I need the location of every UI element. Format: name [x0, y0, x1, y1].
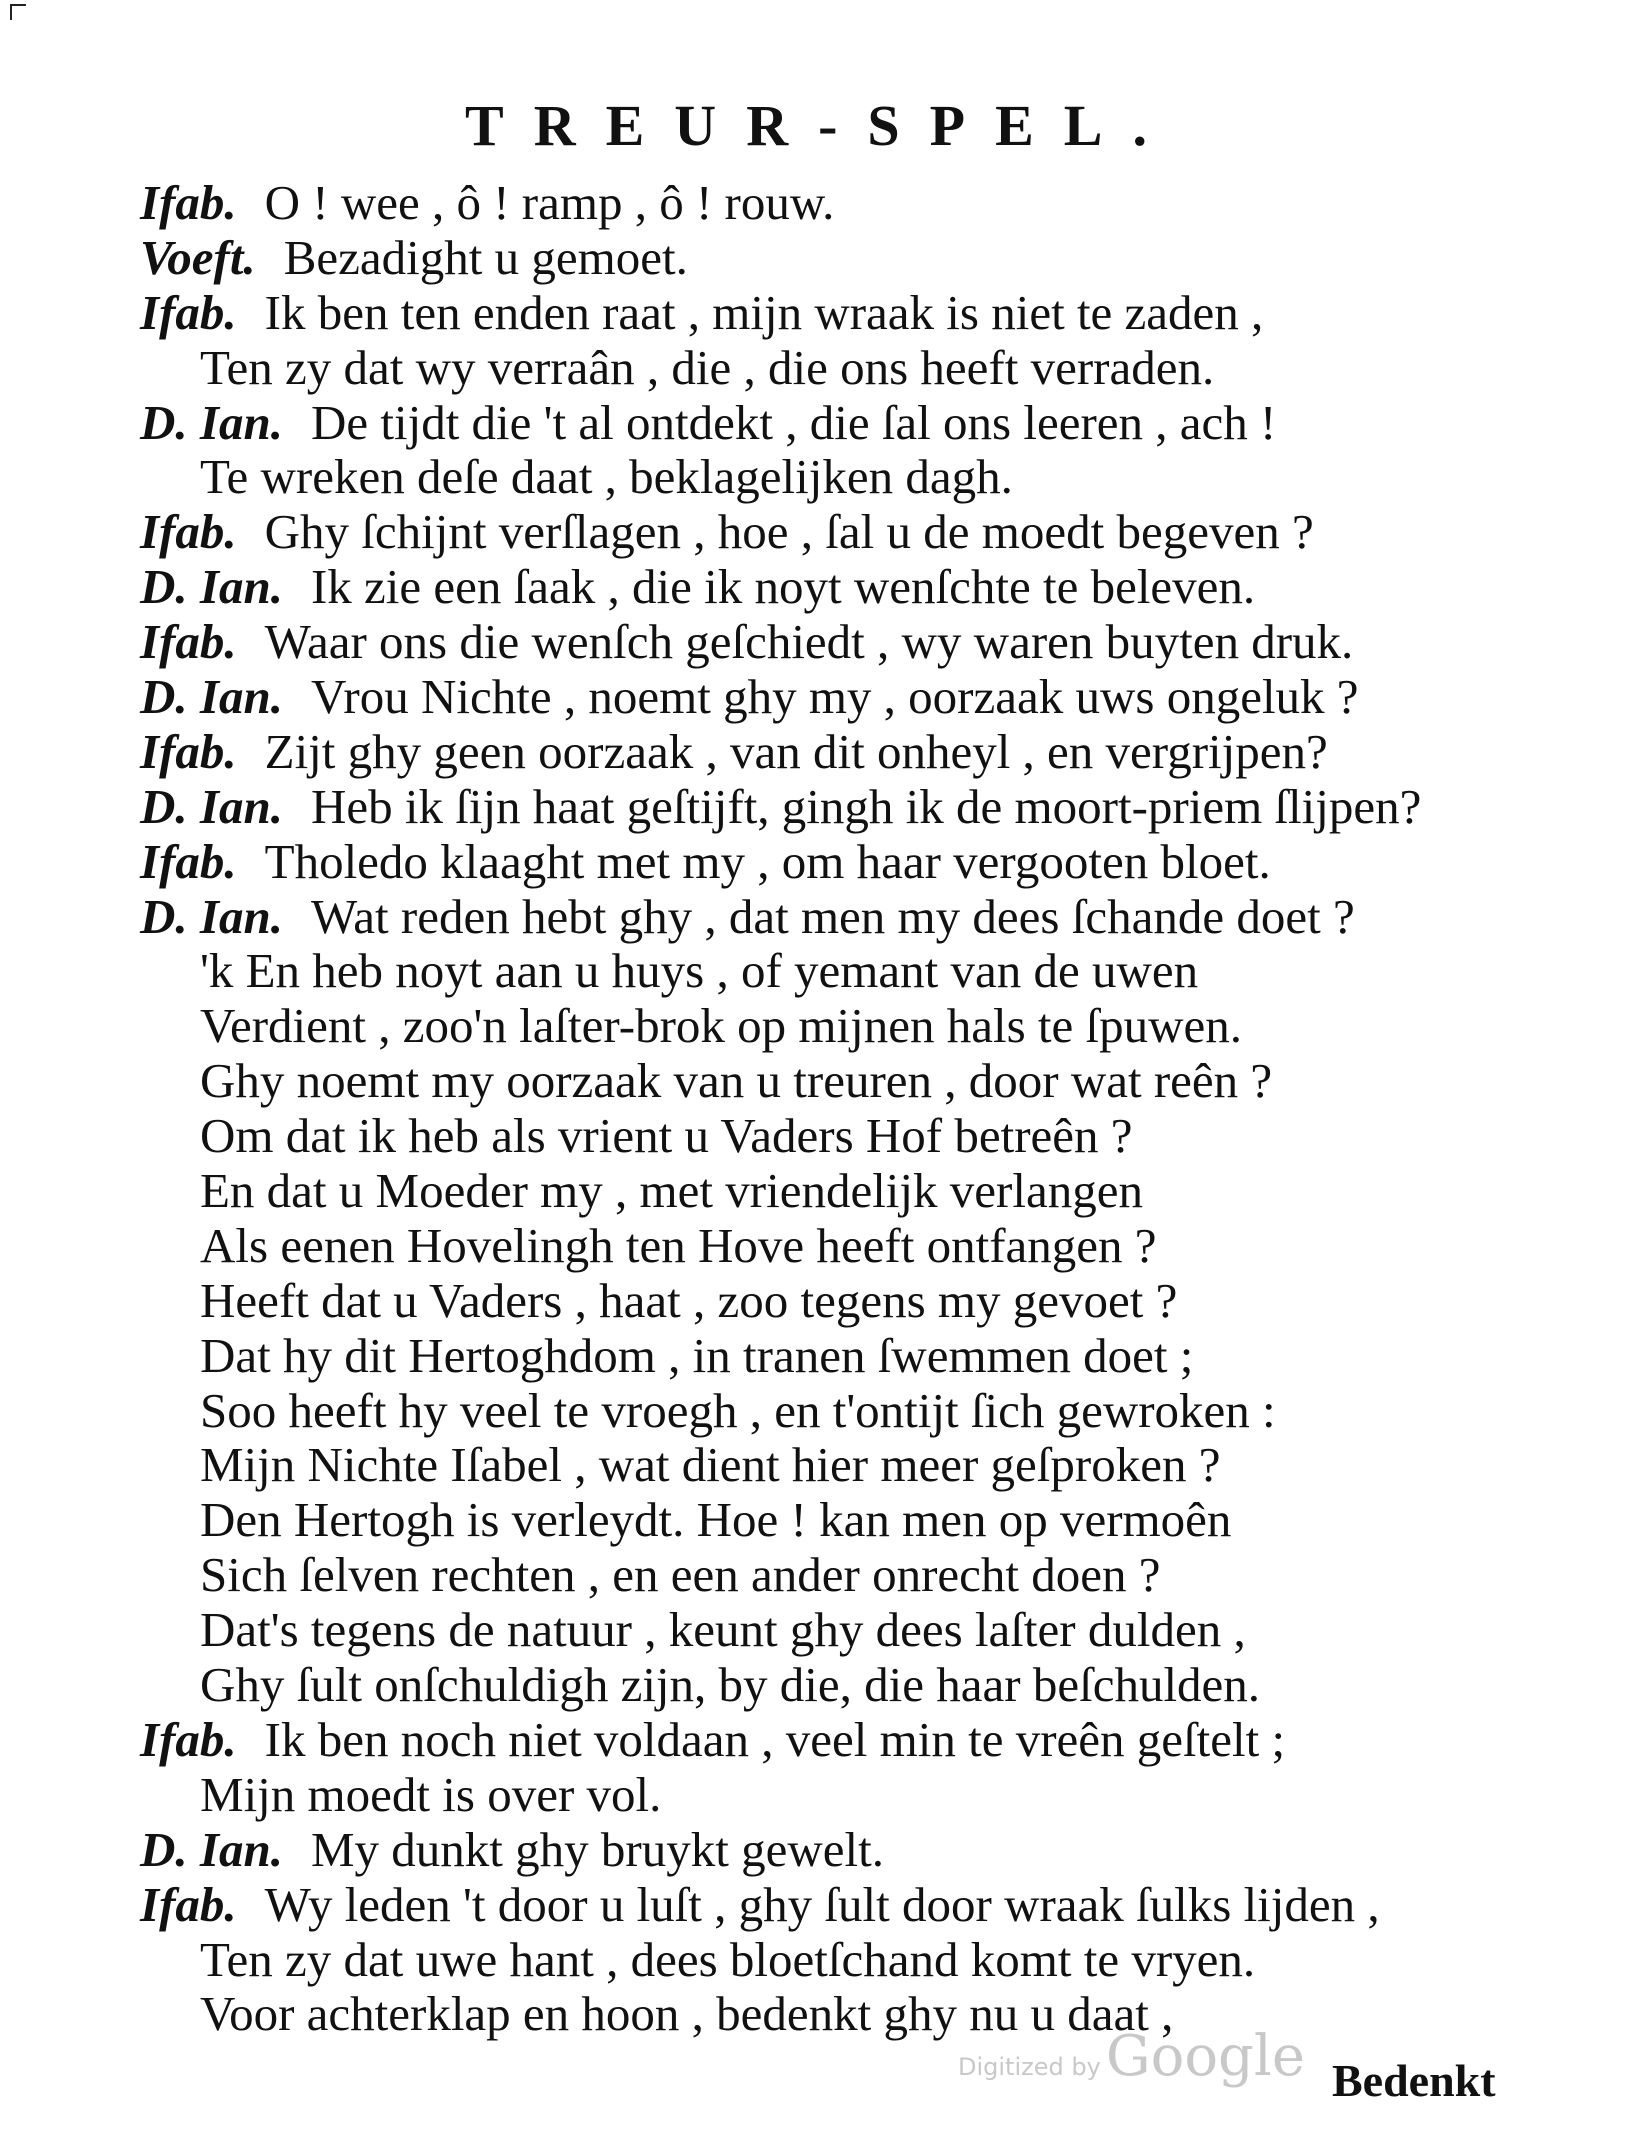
speaker-name: D. Ian.	[140, 559, 283, 615]
verse-text: Waar ons die wenſch geſchiedt , wy waren buyten druk.	[264, 614, 1354, 670]
verse-text: Mijn Nichte Iſabel , wat dient hier meer geſproken ?	[200, 1437, 1221, 1493]
verse-text: Wy leden 't door u luſt , ghy ſult door wraak ſulks lijden ,	[264, 1876, 1380, 1932]
verse-text: Bezadight u gemoet.	[283, 229, 688, 285]
verse-line	[140, 231, 1440, 286]
verse-text: Ik ben ten enden raat , mijn wraak is niet te zaden ,	[264, 284, 1264, 340]
verse-line	[140, 1713, 1440, 1768]
speaker-name: Ifab.	[140, 614, 237, 670]
verse-line	[140, 505, 1440, 560]
verse-line	[140, 1933, 1440, 1988]
verse-line	[140, 1109, 1440, 1164]
verse-text: Ghy noemt my oorzaak van u treuren , door wat reên ?	[200, 1053, 1273, 1109]
speaker-name: D. Ian.	[140, 1821, 283, 1877]
verse-line	[140, 1493, 1440, 1548]
verse-text: Den Hertogh is verleydt. Hoe ! kan men op vermoên	[200, 1492, 1232, 1548]
verse-text: Ten zy dat uwe hant , dees bloetſchand komt te vryen.	[200, 1931, 1256, 1987]
verse-text: De tijdt die 't al ontdekt , die ſal ons leeren , ach !	[310, 394, 1277, 450]
verse-line	[140, 1438, 1440, 1493]
verse-line	[140, 1054, 1440, 1109]
verse-text: Ik ben noch niet voldaan , veel min te vreên geſtelt ;	[264, 1711, 1286, 1767]
verse-text: Als eenen Hovelingh ten Hove heeft ontfangen ?	[200, 1217, 1157, 1273]
speaker-name: D. Ian.	[140, 394, 283, 450]
verse-text: Om dat ik heb als vrient u Vaders Hof betreên ?	[200, 1108, 1133, 1164]
verse-line	[140, 1274, 1440, 1329]
verse-line	[140, 450, 1440, 505]
verse-text: My dunkt ghy bruykt gewelt.	[310, 1821, 884, 1877]
speaker-name: Ifab.	[140, 284, 237, 340]
verse-block	[140, 176, 1440, 2042]
verse-text: Ghy ſchijnt verſlagen , hoe , ſal u de moedt begeven ?	[264, 504, 1314, 560]
speaker-name: D. Ian.	[140, 669, 283, 725]
verse-text: Dat hy dit Hertoghdom , in tranen ſwemmen doet ;	[200, 1327, 1194, 1383]
verse-text: Sich ſelven rechten , en een ander onrecht doen ?	[200, 1547, 1161, 1603]
watermark-prefix: Digitized by	[958, 2053, 1101, 2081]
verse-text: Te wreken deſe daat , beklagelijken dagh.	[200, 449, 1013, 505]
verse-line	[140, 1219, 1440, 1274]
verse-line	[140, 999, 1440, 1054]
verse-text: Vrou Nichte , noemt ghy my , oorzaak uws ongeluk ?	[310, 669, 1359, 725]
speaker-name: D. Ian.	[140, 778, 283, 834]
catchword: Bedenkt	[1332, 2055, 1496, 2106]
verse-text: Soo heeft hy veel te vroegh , en t'ontijt ſich gewroken :	[200, 1382, 1276, 1438]
verse-line	[140, 1329, 1440, 1384]
verse-text: Ghy ſult onſchuldigh zijn, by die, die haar beſchulden.	[200, 1657, 1261, 1713]
speaker-name: Ifab.	[140, 504, 237, 560]
verse-text: Zijt ghy geen oorzaak , van dit onheyl , en vergrijpen?	[264, 723, 1328, 779]
verse-text: Ten zy dat wy verraân , die , die ons heeft verraden.	[200, 339, 1215, 395]
verse-text: Voor achterklap en hoon , bedenkt ghy nu u daat ,	[200, 1986, 1174, 2042]
verse-line	[140, 835, 1440, 890]
verse-line	[140, 1768, 1440, 1823]
verse-line	[140, 1603, 1440, 1658]
verse-line	[140, 780, 1440, 835]
verse-line	[140, 1878, 1440, 1933]
speaker-name: D. Ian.	[140, 888, 283, 944]
speaker-name: Ifab.	[140, 175, 237, 230]
page-header: TREUR-SPEL.	[465, 93, 1177, 158]
verse-text: Ik zie een ſaak , die ik noyt wenſchte te beleven.	[310, 559, 1256, 615]
verse-text: Dat's tegens de natuur , keunt ghy dees laſter dulden ,	[200, 1602, 1246, 1658]
verse-line	[140, 396, 1440, 451]
verse-line	[140, 1548, 1440, 1603]
corner-mark	[10, 4, 26, 20]
speaker-name: Ifab.	[140, 1711, 237, 1767]
verse-line	[140, 341, 1440, 396]
verse-text: Mijn moedt is over vol.	[200, 1766, 662, 1822]
verse-text: Verdient , zoo'n laſter-brok op mijnen hals te ſpuwen.	[200, 998, 1243, 1054]
verse-text: Wat reden hebt ghy , dat men my dees ſchande doet ?	[310, 888, 1355, 944]
verse-text: O ! wee , ô ! ramp , ô ! rouw.	[264, 175, 835, 230]
verse-line	[140, 1164, 1440, 1219]
speaker-name: Ifab.	[140, 1876, 237, 1932]
verse-text: En dat u Moeder my , met vriendelijk verlangen	[200, 1163, 1143, 1219]
verse-line	[140, 944, 1440, 999]
watermark-logo: Google	[1105, 2024, 1305, 2089]
speaker-name: Voeft.	[140, 229, 256, 285]
verse-line	[140, 1823, 1440, 1878]
watermark	[958, 2024, 1305, 2089]
verse-line	[140, 725, 1440, 780]
verse-text: Heb ik ſijn haat geſtijft, gingh ik de moort-priem ſlijpen?	[310, 778, 1422, 834]
verse-line	[140, 890, 1440, 945]
verse-line	[140, 615, 1440, 670]
verse-text: Tholedo klaaght met my , om haar vergooten bloet.	[264, 833, 1271, 889]
verse-line	[140, 560, 1440, 615]
verse-text: Heeft dat u Vaders , haat , zoo tegens my gevoet ?	[200, 1272, 1178, 1328]
speaker-name: Ifab.	[140, 723, 237, 779]
verse-text: 'k En heb noyt aan u huys , of yemant van de uwen	[200, 943, 1199, 999]
verse-line	[140, 1658, 1440, 1713]
verse-line	[140, 1384, 1440, 1439]
verse-line	[140, 286, 1440, 341]
speaker-name: Ifab.	[140, 833, 237, 889]
verse-line	[140, 670, 1440, 725]
verse-line	[140, 176, 1440, 231]
